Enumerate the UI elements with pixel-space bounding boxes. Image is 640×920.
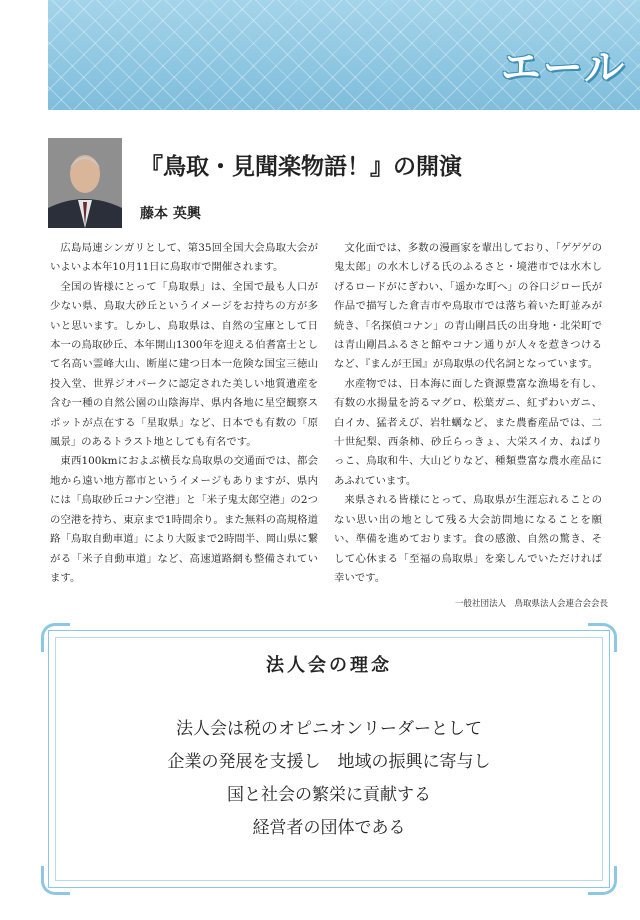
philosophy-line: 企業の発展を支援し 地域の振興に寄与し <box>167 752 491 772</box>
philosophy-box <box>48 630 610 888</box>
article-signature: 一般社団法人 鳥取県法人会連合会会長 <box>454 599 608 609</box>
philosophy-line: 国と社会の繁栄に貢献する <box>227 785 431 805</box>
author-portrait-image <box>48 138 122 228</box>
author-photo <box>48 138 122 228</box>
article-right-column <box>334 239 602 588</box>
philosophy-line: 法人会は税のオピニオンリーダーとして <box>176 719 482 739</box>
paragraph: 水産物では、日本海に面した資源豊富な漁場を有し、有数の水揚量を誇るマグロ、松葉ガニ、紅ずわいガニ、白イカ、猛者えび、岩牡蠣など、また農畜産品では、二十世紀梨、西条柿、砂丘らっきょ、大栄スイカ、ねばりっこ、鳥取和牛、大山どりなど、種類豊富な農水産品にあふれています。 <box>334 377 602 487</box>
paragraph: 文化面では、多数の漫画家を輩出しており、「ゲゲゲの鬼太郎」の水木しげる氏のふるさと・境港市では水木しげるロードがにぎわい、「遥かな町へ」の谷口ジロー氏が作品で描写した倉吉市や鳥取市では落ち着いた町並みが続き、「名探偵コナン」の青山剛昌氏の出身地・北栄町では青山剛昌ふるさと館やコナン通りが人々を惹きつけるなど、『まんが王国』が鳥取県の代名詞となっています。 <box>334 242 602 371</box>
philosophy-lines <box>49 713 609 845</box>
corner-ornament <box>41 623 70 652</box>
corner-ornament <box>41 866 70 895</box>
paragraph: 全国の皆様にとって「鳥取県」は、全国で最も人口が少ない県、鳥取大砂丘というイメージをお持ちの方が多いと思います。しかし、鳥取県は、自然の宝庫として日本一の鳥取砂丘、本年開山1300年を迎える伯耆富士として名高い霊峰大山、断崖に建つ日本一危険な国宝三徳山投入堂、世界ジオパークに認定された美しい地質遺産を含む一種の自然公園の山陰海岸、県内各地に星空観察スポットが点在する「星取県」など、日本でも有数の「原風景」のあるトラスト地としても有名です。 <box>50 280 318 449</box>
philosophy-title: 法人会の理念 <box>266 655 392 676</box>
article-left-column <box>50 239 318 588</box>
philosophy-line: 経営者の団体である <box>252 818 406 838</box>
corner-ornament <box>588 623 617 652</box>
article-author: 藤本 英興 <box>140 206 201 222</box>
header-label: エール <box>500 45 626 91</box>
paragraph: 東西100kmにおよぶ横長な鳥取県の交通面では、都会地から遠い地方都市というイメージもありますが、県内には「鳥取砂丘コナン空港」と「米子鬼太郎空港」の2つの空港を持ち、東京まで1時間余り。また無料の高規格道路「鳥取自動車道」により大阪まで2時間半、岡山県に繋がる「米子自動車道」など、高速道路網も整備されています。 <box>50 455 318 584</box>
header-banner <box>48 0 640 110</box>
article-title: 『鳥取・見聞楽物語！』の開演 <box>140 153 462 180</box>
corner-ornament <box>588 866 617 895</box>
paragraph: 来県される皆様にとって、鳥取県が生涯忘れることのない思い出の地として残る大会訪問地になることを願い、準備を進めております。食の感激、自然の驚き、そして心休まる「至福の鳥取県」を楽しんでいただければ幸いです。 <box>334 494 602 584</box>
paragraph: 広島局連シンガリとして、第35回全国大会鳥取大会がいよいよ本年10月11日に鳥取市で開催されます。 <box>50 242 318 274</box>
